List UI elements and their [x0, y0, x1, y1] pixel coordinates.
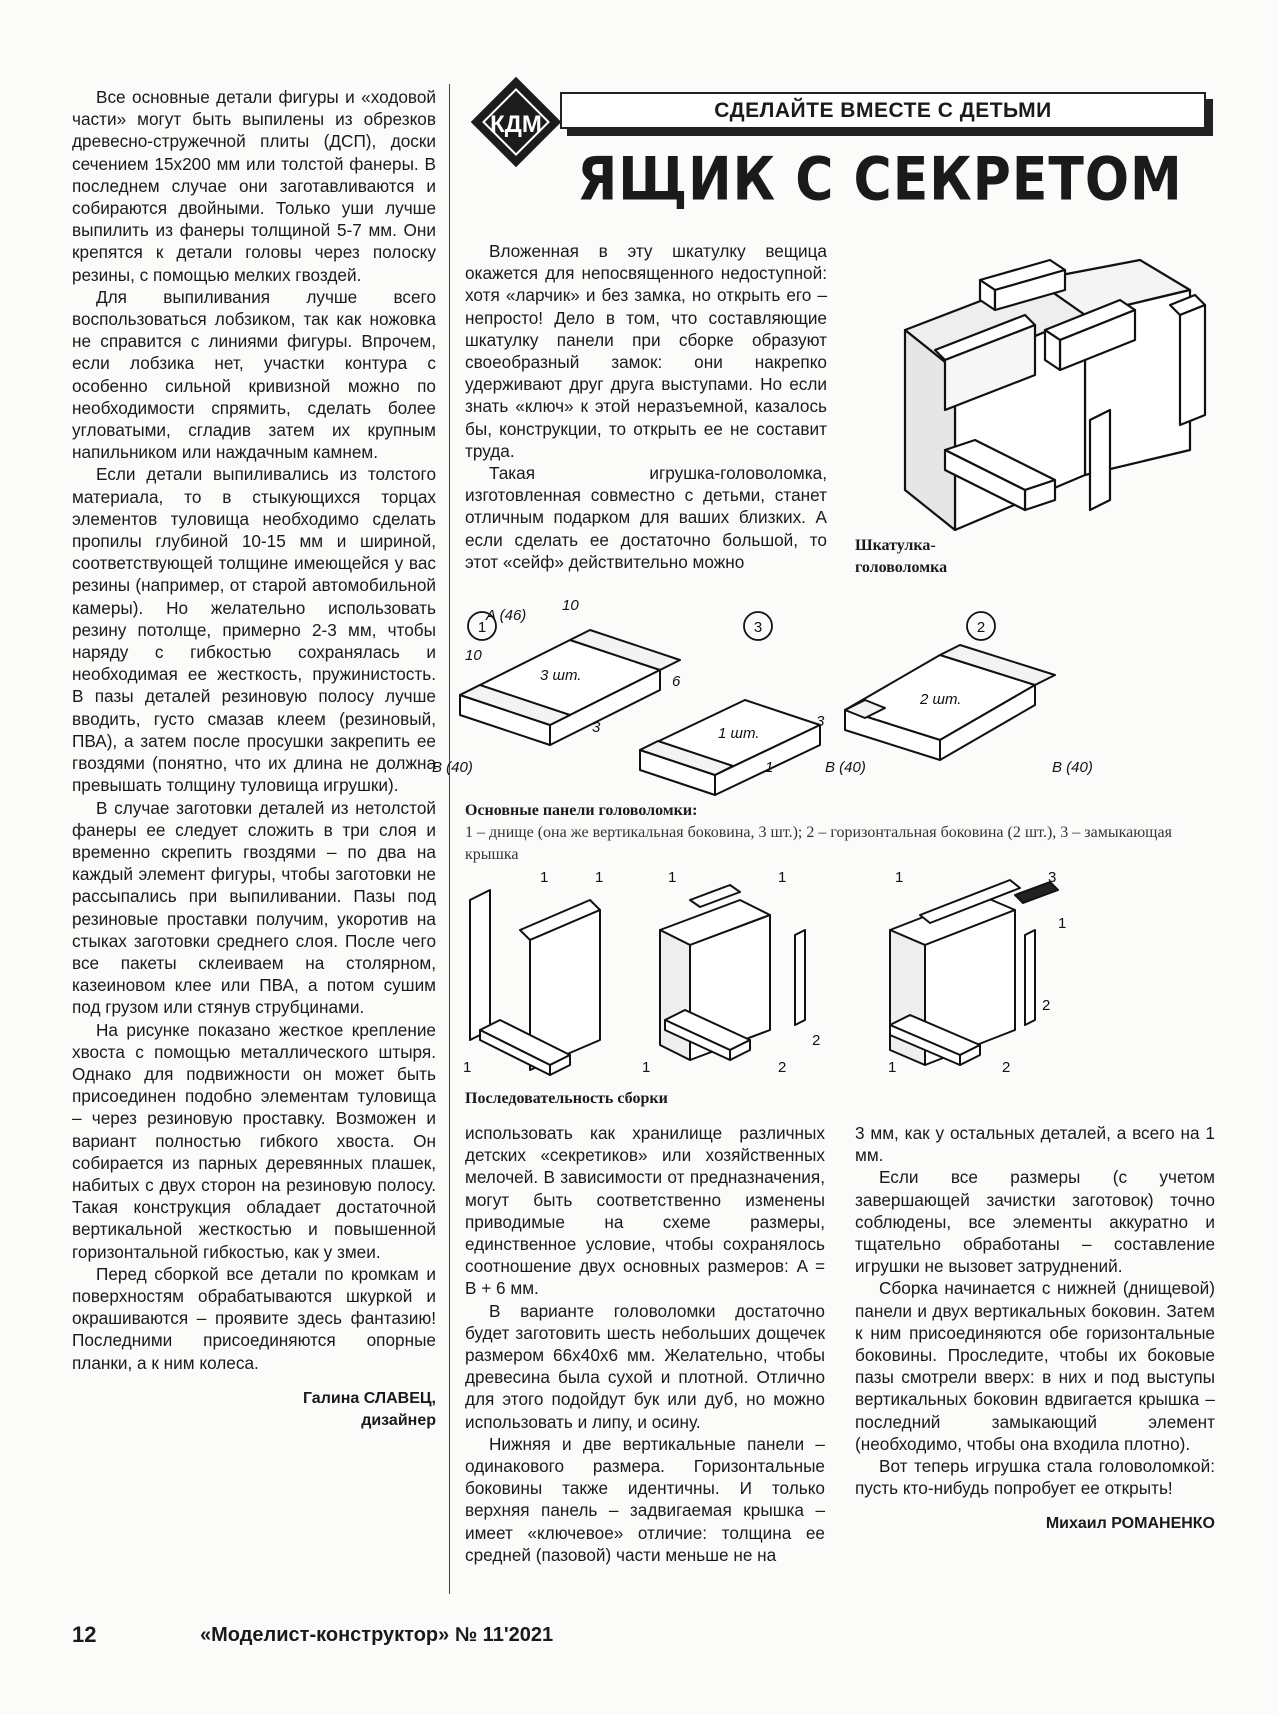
paragraph: На рисунке показано жесткое крепление хвоста с помощью металлического штыря. Однако для подвижности он может быть присоединен подобно элементам туловища – через резиновую проставку. Возможен и вариант полностью гибкого хвоста. Он собирается из парных деревянных плашек, набитых с двух сторон на резиновую полосу. Такая конструкция обладает достаточной вертикальной жесткостью и повышенной горизонтальной гибкостью, как у змеи. [72, 1019, 436, 1262]
paragraph: Все основные детали фигуры и «ходовой части» могут быть выпилены из обрезков древесно-стружечной плиты (ДСП), доски сечением 15х200 мм или толстой фанеры. В последнем случае они заготавливаются и собираются двойными. Только уши лучше выпилить из фанеры толщиной 5-7 мм. Они крепятся к детали головы через полоску резины, с помощью мелких гвоздей. [72, 87, 436, 285]
page-number: 12 [72, 1622, 97, 1647]
illustration-caption [855, 535, 947, 579]
dimension-label: 3 [816, 713, 825, 730]
part-label: 2 [778, 1059, 787, 1076]
part-label: 1 [778, 869, 787, 886]
author-signature: Михаил РОМАНЕНКО [1045, 1515, 1215, 1533]
author-name: Галина СЛАВЕЦ, [302, 1389, 436, 1407]
dimension-label: A (46) [486, 607, 527, 624]
dimension-label: 3 [592, 719, 601, 736]
dimension-label: 1 [765, 759, 774, 776]
author-signature [72, 1388, 436, 1432]
part-label: 1 [668, 869, 677, 886]
panel-number: 2 [976, 619, 986, 636]
assembly-caption: Последовательность сборки [465, 1090, 668, 1107]
part-label: 1 [1058, 915, 1067, 932]
intro-column [465, 240, 827, 573]
part-label: 1 [888, 1059, 897, 1076]
column-divider [449, 84, 450, 1594]
caption-title: Основные панели головоломки: [465, 802, 698, 819]
dimension-label: 6 [672, 673, 681, 690]
part-label: 1 [463, 1059, 472, 1076]
paragraph: Для выпиливания лучше всего воспользоваться лобзиком, так как ножовка не справится с линиями фигуры. Впрочем, если лобзика нет, участки контура с особенно сильной кривизной можно по необходимости спрямить, сделать более угловатыми, сгладив затем их крупным напильником или наждачным камнем. [72, 286, 436, 463]
dimension-label: B (40) [1052, 759, 1093, 776]
paragraph: В варианте головоломки достаточно будет заготовить шесть небольших дощечек размером 66х40х6 мм. Желательно, чтобы древесина была сухой и плотной. Отлично для этого подойдут бук или дуб, но можно использовать и липу, и осину. [465, 1300, 825, 1432]
part-label: 1 [895, 869, 904, 886]
logo-letters: КДМ [490, 111, 542, 138]
paragraph: Перед сборкой все детали по кромкам и поверхностям обрабатываются шкуркой и окрашиваются – проявите здесь фантазию! Последними присоединяются опорные планки, а к ним колеса. [72, 1263, 436, 1373]
dimension-label: B (40) [432, 759, 473, 776]
assembly-sequence-diagram [460, 870, 1220, 1090]
paragraph: Вложенная в эту шкатулку вещица окажется для непосвященного недоступной: хотя «ларчик» и без замка, но открыть его – непросто! Дело в том, что составляющие шкатулку панели при сборке образуют своеобразный замок: они накрепко удерживают друг друга выступами. Но если знать «ключ» к этой неразъемной, казалось бы, конструкции, то открыть ее не составит труда. [465, 241, 827, 461]
dimension-label: B (40) [825, 759, 866, 776]
dimension-label: 10 [562, 597, 579, 614]
magazine-issue: «Моделист-конструктор» № 11'2021 [200, 1624, 554, 1646]
article-headline: ЯЩИК С СЕКРЕТОМ [577, 145, 1183, 215]
paragraph: Сборка начинается с нижней (днищевой) панели и двух вертикальных боковин. Затем к ним присоединяются обе горизонтальные боковины. Проследите, чтобы их боковые пазы смотрели вверх: в них и под выступы вертикальных боковин вдвигается крышка – последний замыкающий элемент (необходимо, чтобы она входила плотно). [855, 1278, 1215, 1454]
paragraph: использовать как хранилище различных детских «секретиков» или хозяйственных мелочей. В зависимости от предназначения, могут быть соответственно изменены приводимые на схеме размеры, единственное условие, чтобы сохранялось соотношение двух основных размеров: A = B + 6 мм. [465, 1123, 825, 1299]
part-label: 2 [812, 1032, 821, 1049]
paragraph: Вот теперь игрушка стала головоломкой: пусть кто-нибудь попробует ее открыть! [855, 1456, 1215, 1499]
panel-number: 1 [477, 619, 487, 636]
dimension-label: 10 [465, 647, 482, 664]
paragraph: Такая игрушка-головоломка, изготовленная совместно с детьми, станет отличным подарком для ваших близких. А если сделать ее достаточно большой, то этот «сейф» действительно можно [465, 463, 827, 572]
middle-column [465, 1122, 825, 1566]
paragraph: Если детали выпиливались из толстого материала, то в стыкующихся торцах элементов туловища необходимо сделать пропилы глубиной 10-15 мм и шириной, соответствующей толщине имеющейся у вас резины (например, от старой автомобильной камеры). Но желательно использовать резину потолще, примерно 2-3 мм, чтобы наряду с гибкостью сохранялась и необходимая ее жесткость, пружинистость. В пазы деталей резиновую полосу лучше вводить, густо смазав клеем (резиновый, ПВА), а затем после просушки закрепить ее гвоздями (понятно, что их длина не должна превышать толщину туловища игрушки). [72, 464, 436, 796]
panels-diagram [432, 597, 1220, 800]
part-label: 3 [1048, 869, 1057, 886]
part-label: 1 [642, 1059, 651, 1076]
part-label: 1 [540, 869, 549, 886]
panels-caption [465, 800, 1210, 866]
quantity-label: 1 шт. [718, 725, 760, 742]
left-article-column [72, 86, 436, 1432]
paragraph: Нижняя и две вертикальные панели – одинакового размера. Горизонтальные боковины также идентичны. И только верхняя панель – задвигаемая крышка – имеет «ключевое» отличие: толщина ее средней (пазовой) части меньше не на [465, 1433, 825, 1565]
right-column [855, 1122, 1215, 1535]
section-rubric: СДЕЛАЙТЕ ВМЕСТЕ С ДЕТЬМИ [560, 92, 1206, 129]
paragraph: 3 мм, как у остальных деталей, а всего на 1 мм. [855, 1123, 1215, 1166]
part-label: 2 [1002, 1059, 1011, 1076]
part-label: 1 [595, 869, 604, 886]
paragraph: Если все размеры (с учетом завершающей зачистки заготовок) точно соблюдены, все элементы аккуратно и тщательно обработаны – составление игрушки не вызовет затруднений. [855, 1167, 1215, 1277]
puzzle-box-illustration [885, 260, 1215, 550]
caption-line: головоломка [855, 559, 948, 576]
caption-text: 1 – днище (она же вертикальная боковина, 3 шт.); 2 – горизонтальная боковина (2 шт.), 3 – замыкающая крышка [465, 824, 1172, 863]
panel-number: 3 [753, 619, 763, 636]
quantity-label: 2 шт. [920, 691, 962, 708]
author-role: дизайнер [361, 1411, 436, 1429]
part-label: 2 [1042, 997, 1051, 1014]
caption-line: Шкатулка- [855, 537, 936, 554]
magazine-logo [466, 72, 566, 172]
paragraph: В случае заготовки деталей из нетолстой фанеры ее следует сложить в три слоя и временно скрепить гвоздями – по два на каждый элемент фигуры, чтобы заготовки не рассыпались при выпиливании. Пазы под резиновые проставки получим, укоротив на стыках заготовки среднего слоя. После чего все пакеты склеиваем на столярном, казеиновом клее или ПВА, а потом сушим под грузом или стянув струбцинами. [72, 797, 436, 1018]
quantity-label: 3 шт. [540, 667, 582, 684]
